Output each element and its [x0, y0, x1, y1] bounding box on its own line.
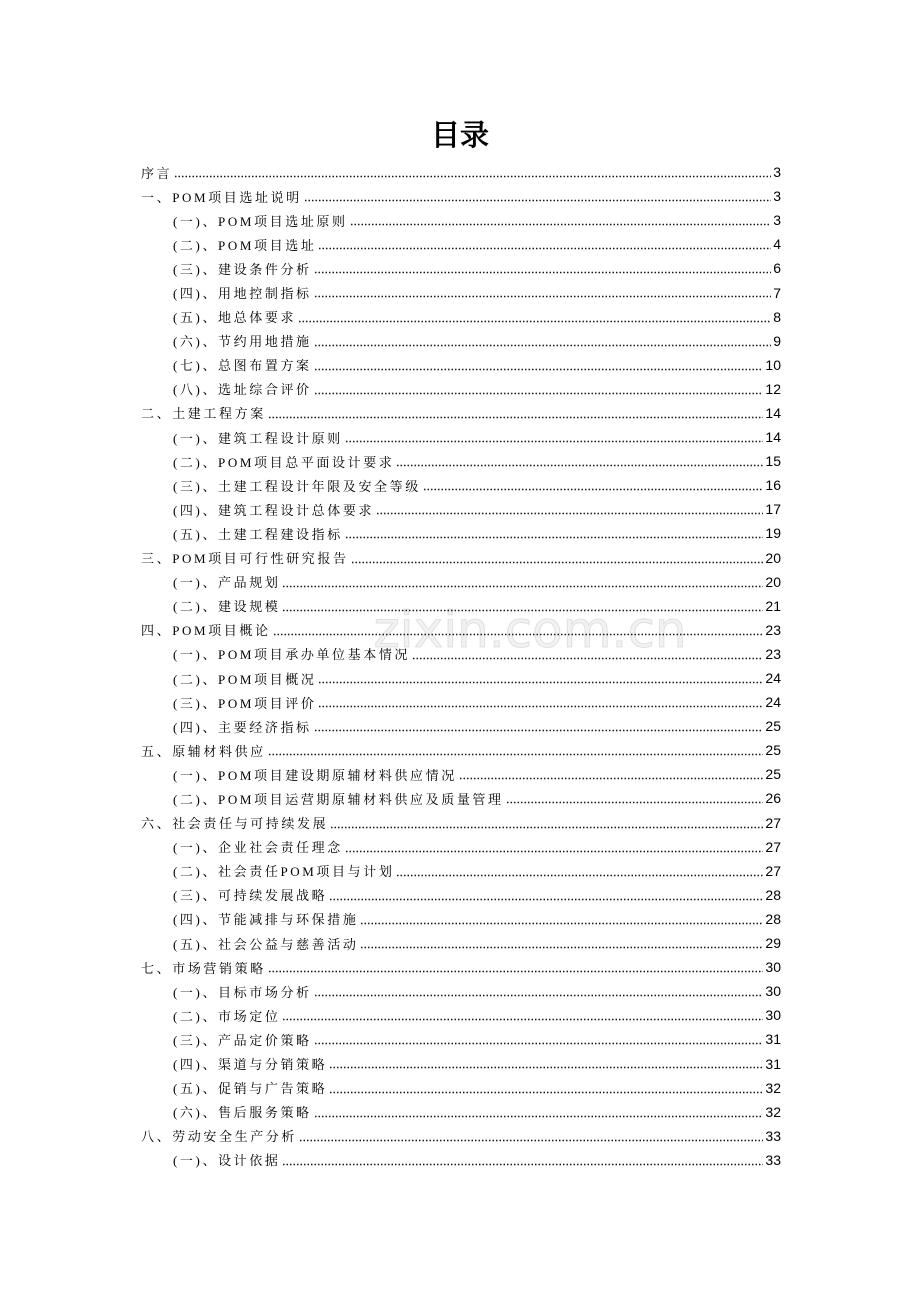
toc-page-number: 25 [765, 718, 781, 735]
toc-page-number: 24 [765, 694, 781, 711]
dot-leader [329, 883, 763, 907]
dot-leader [360, 907, 763, 931]
toc-entry-title: (二)、市场定位 [173, 1008, 281, 1024]
toc-section-entry [141, 1003, 781, 1027]
toc-section-entry [141, 931, 781, 955]
toc-section-entry [141, 859, 781, 883]
dot-leader [314, 353, 764, 377]
toc-page-number: 21 [765, 597, 781, 614]
toc-entry-title: (一)、POM项目承办单位基本情况 [173, 647, 411, 663]
toc-entry-title: (二)、POM项目运营期原辅材料供应及质量管理 [173, 791, 504, 807]
dot-leader [282, 570, 763, 594]
toc-entry-title: (八)、选址综合评价 [173, 382, 312, 398]
toc-section-entry [141, 1148, 781, 1172]
toc-entry-title: 三、POM项目可行性研究报告 [141, 551, 349, 567]
dot-leader [282, 1003, 763, 1027]
dot-leader [330, 811, 763, 835]
toc-entry-title: 二、土建工程方案 [141, 406, 266, 422]
toc-page-number: 3 [773, 188, 781, 205]
toc-page-number: 16 [765, 477, 781, 494]
toc-page-number: 30 [765, 959, 781, 976]
toc-entry-title: (五)、土建工程建设指标 [173, 526, 343, 542]
toc-entry-title: (一)、目标市场分析 [173, 984, 312, 1000]
dot-leader [282, 1148, 763, 1172]
toc-section-entry [141, 594, 781, 618]
toc-page-number: 25 [765, 742, 781, 759]
toc-section-entry [141, 835, 781, 859]
dot-leader [273, 618, 764, 642]
toc-page-number: 8 [773, 308, 781, 325]
dot-leader [318, 666, 763, 690]
toc-entry-title: (五)、地总体要求 [173, 310, 297, 326]
toc-entry-title: (四)、节能减排与环保措施 [173, 912, 359, 928]
toc-section-entry [141, 714, 781, 738]
toc-section-entry [141, 329, 781, 353]
toc-section-entry [141, 473, 781, 497]
toc-entry-title: (一)、POM项目选址原则 [173, 213, 348, 229]
toc-section-entry [141, 1027, 781, 1051]
dot-leader [329, 1051, 763, 1075]
toc-page-number: 28 [765, 910, 781, 927]
toc-entry-title: (一)、设计依据 [173, 1153, 281, 1169]
toc-section-entry [141, 377, 781, 401]
dot-leader [376, 497, 763, 521]
dot-leader [174, 160, 771, 184]
toc-page-number: 31 [765, 1055, 781, 1072]
toc-section-entry [141, 979, 781, 1003]
dot-leader [299, 1124, 763, 1148]
toc-page-number: 30 [765, 1007, 781, 1024]
toc-entry-title: (二)、POM项目总平面设计要求 [173, 454, 395, 470]
dot-leader [304, 184, 771, 208]
toc-entry-title: (一)、建筑工程设计原则 [173, 430, 343, 446]
toc-page-number: 29 [765, 935, 781, 952]
toc-entry-title: (四)、主要经济指标 [173, 719, 312, 735]
dot-leader [282, 594, 763, 618]
toc-page-number: 20 [765, 549, 781, 566]
toc-chapter-entry [141, 1124, 781, 1148]
toc-entry-title: (七)、总图布置方案 [173, 358, 312, 374]
toc-entry-title: (三)、POM项目评价 [173, 695, 317, 711]
toc-page-number: 26 [765, 790, 781, 807]
toc-entry-title: (三)、土建工程设计年限及安全等级 [173, 478, 421, 494]
dot-leader [268, 401, 764, 425]
toc-entry-title: (三)、建设条件分析 [173, 261, 312, 277]
toc-page-number: 4 [773, 236, 781, 253]
toc-page-number: 27 [765, 838, 781, 855]
toc-page-number: 3 [773, 212, 781, 229]
toc-section-entry [141, 449, 781, 473]
dot-leader [351, 546, 764, 570]
dot-leader [396, 859, 763, 883]
toc-chapter-entry [141, 738, 781, 762]
toc-page-number: 33 [765, 1127, 781, 1144]
dot-leader [412, 642, 763, 666]
toc-section-entry [141, 497, 781, 521]
toc-entry-title: (一)、企业社会责任理念 [173, 840, 343, 856]
dot-leader [396, 449, 763, 473]
toc-section-entry [141, 642, 781, 666]
dot-leader [298, 305, 771, 329]
toc-entry-title: 六、社会责任与可持续发展 [141, 816, 329, 832]
toc-section-entry [141, 666, 781, 690]
dot-leader [318, 690, 763, 714]
toc-page-number: 30 [765, 983, 781, 1000]
dot-leader [314, 280, 772, 304]
toc-entry-title: (四)、用地控制指标 [173, 286, 312, 302]
dot-leader [314, 1100, 764, 1124]
dot-leader [360, 931, 763, 955]
toc-entry-title: (四)、渠道与分销策略 [173, 1057, 328, 1073]
toc-page-number: 27 [765, 814, 781, 831]
toc-entry-title: 序言 [141, 165, 173, 181]
toc-entry-title: 一、POM项目选址说明 [141, 189, 302, 205]
toc-chapter-entry [141, 955, 781, 979]
toc-page-number: 33 [765, 1151, 781, 1168]
dot-leader [314, 714, 764, 738]
toc-entry-title: 七、市场营销策略 [141, 960, 266, 976]
toc-entry-title: (四)、建筑工程设计总体要求 [173, 502, 375, 518]
toc-page-number: 31 [765, 1031, 781, 1048]
toc-section-entry [141, 208, 781, 232]
toc-list [141, 160, 781, 1172]
dot-leader [345, 835, 764, 859]
toc-section-entry [141, 762, 781, 786]
toc-section-entry [141, 256, 781, 280]
toc-page-number: 6 [773, 260, 781, 277]
toc-entry-title: (三)、可持续发展战略 [173, 888, 328, 904]
toc-entry-title: (二)、社会责任POM项目与计划 [173, 864, 395, 880]
toc-page-number: 23 [765, 645, 781, 662]
toc-section-entry [141, 883, 781, 907]
toc-entry-title: 八、劳动安全生产分析 [141, 1129, 298, 1145]
toc-section-entry [141, 786, 781, 810]
toc-page-number: 12 [765, 380, 781, 397]
toc-chapter-entry [141, 811, 781, 835]
toc-section-entry [141, 907, 781, 931]
toc-page-number: 15 [765, 453, 781, 470]
dot-leader [268, 738, 764, 762]
dot-leader [345, 521, 764, 545]
dot-leader [459, 762, 764, 786]
toc-section-entry [141, 305, 781, 329]
toc-entry-title: 四、POM项目概论 [141, 623, 271, 639]
toc-entry-title: (二)、POM项目选址 [173, 237, 317, 253]
dot-leader [268, 955, 764, 979]
toc-section-entry [141, 280, 781, 304]
toc-title: 目录 [430, 118, 489, 152]
toc-page-number: 14 [765, 404, 781, 421]
toc-section-entry [141, 232, 781, 256]
toc-entry-title: (五)、社会公益与慈善活动 [173, 936, 359, 952]
toc-page-number: 23 [765, 621, 781, 638]
dot-leader [350, 208, 772, 232]
toc-chapter-entry [141, 546, 781, 570]
toc-entry-title: (六)、节约用地措施 [173, 334, 312, 350]
toc-entry-title: (二)、POM项目概况 [173, 671, 317, 687]
dot-leader [318, 232, 771, 256]
dot-leader [314, 377, 764, 401]
dot-leader [314, 979, 764, 1003]
toc-page-number: 32 [765, 1079, 781, 1096]
toc-section-entry [141, 521, 781, 545]
toc-section-entry [141, 690, 781, 714]
toc-page-number: 10 [765, 356, 781, 373]
dot-leader [314, 1027, 764, 1051]
dot-leader [345, 425, 764, 449]
toc-entry-title: 五、原辅材料供应 [141, 743, 266, 759]
toc-page-number: 27 [765, 862, 781, 879]
dot-leader [314, 256, 772, 280]
toc-section-entry [141, 353, 781, 377]
toc-chapter-entry [141, 401, 781, 425]
toc-page-number: 20 [765, 573, 781, 590]
dot-leader [329, 1076, 763, 1100]
toc-page-number: 17 [765, 501, 781, 518]
toc-page-number: 32 [765, 1103, 781, 1120]
toc-page-number: 3 [773, 164, 781, 181]
toc-page-number: 24 [765, 670, 781, 687]
toc-section-entry [141, 1051, 781, 1075]
toc-section-entry [141, 570, 781, 594]
dot-leader [506, 786, 764, 810]
toc-section-entry [141, 425, 781, 449]
toc-entry-title: (六)、售后服务策略 [173, 1105, 312, 1121]
toc-page-number: 25 [765, 766, 781, 783]
toc-entry-title: (五)、促销与广告策略 [173, 1081, 328, 1097]
toc-entry-title: (一)、POM项目建设期原辅材料供应情况 [173, 767, 457, 783]
toc-section-entry [141, 1100, 781, 1124]
toc-page-number: 9 [773, 332, 781, 349]
toc-chapter-entry [141, 618, 781, 642]
toc-page-number: 14 [765, 429, 781, 446]
toc-page-number: 19 [765, 525, 781, 542]
dot-leader [423, 473, 764, 497]
toc-page-number: 7 [773, 284, 781, 301]
toc-section-entry [141, 1076, 781, 1100]
toc-chapter-entry [141, 184, 781, 208]
dot-leader [314, 329, 772, 353]
toc-entry-title: (一)、产品规划 [173, 575, 281, 591]
toc-entry-title: (三)、产品定价策略 [173, 1032, 312, 1048]
toc-page-number: 28 [765, 886, 781, 903]
toc-entry-title: (二)、建设规模 [173, 599, 281, 615]
toc-chapter-entry [141, 160, 781, 184]
